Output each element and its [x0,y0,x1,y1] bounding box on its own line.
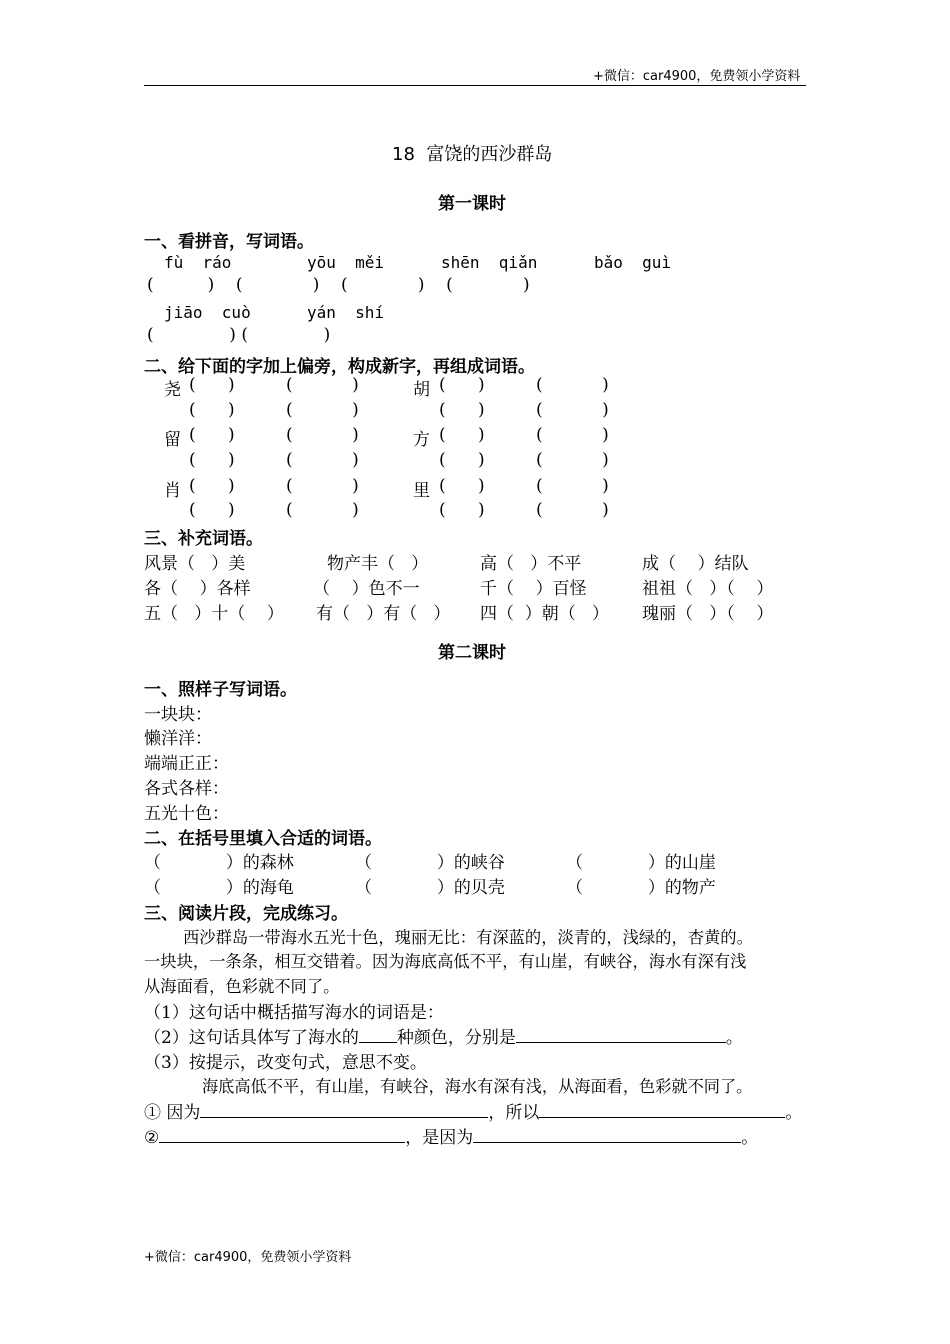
bracket-small[interactable]: ( ) [189,375,235,395]
pinyin-3: shēn qiǎn [441,253,538,272]
idiom-item[interactable]: 五（ ）十（ ） [144,604,284,624]
fill-item[interactable]: （ ）的峡谷 [355,853,505,873]
bracket-large[interactable]: ( ) [286,476,359,496]
q2-middle: 种颜色，分别是 [396,1028,516,1048]
question-1: （1）这句话中概括描写海水的词语是： [144,1003,444,1023]
pattern-item: 一块块： [144,705,212,725]
question-3: （3）按提示，改变句式，意思不变。 [144,1053,427,1073]
a1-end: 。 [785,1103,803,1123]
char-fang: 方 [413,430,430,450]
char-hu: 胡 [413,380,430,400]
q3-sentence: 海底高低不平，有山崖，有峡谷，海水有深有浅，从海面看，色彩就不同了。 [202,1077,753,1096]
idiom-item[interactable]: （ ）色不一 [313,579,420,599]
answer-blank[interactable] [473,1126,741,1143]
lesson1-heading: 第一课时 [438,194,506,214]
q2-prefix: （2）这句话具体写了海水的 [144,1028,359,1048]
bracket-large[interactable]: ( ) [536,400,609,420]
lesson2-heading: 第二课时 [438,643,506,663]
footer-note: +微信：car4900，免费领小学资料 [144,1250,352,1265]
l2-s1-heading: 一、照样子写词语。 [144,680,297,700]
bracket-small[interactable]: ( ) [439,450,485,470]
passage-line: 一块块，一条条，相互交错着。因为海底高低不平，有山崖，有峡谷，海水有深有浅 [144,952,747,971]
bracket-small[interactable]: ( ) [439,425,485,445]
idiom-item[interactable]: 四（ ）朝（ ） [480,604,610,624]
answer-blank[interactable] [200,1101,488,1118]
idiom-item[interactable]: 各（ ）各样 [144,579,251,599]
bracket-small[interactable]: ( ) [189,476,235,496]
l2-s3-heading: 三、阅读片段，完成练习。 [144,904,348,924]
idiom-item[interactable]: 瑰丽（ ）（ ） [642,604,774,624]
bracket-large[interactable]: ( ) [286,375,359,395]
fill-item[interactable]: （ ）的物产 [566,878,716,898]
bracket-large[interactable]: ( ) [536,500,609,520]
pattern-item: 懒洋洋： [144,729,212,749]
answer-line-1 [144,1098,802,1123]
bracket-small[interactable]: ( ) [439,500,485,520]
pattern-item: 各式各样： [144,779,229,799]
pinyin-2: yōu měi [307,253,385,272]
pattern-item: 五光十色： [144,804,229,824]
passage-line: 从海面看，色彩就不同了。 [144,977,340,996]
bracket-small[interactable]: ( ) [189,425,235,445]
a1-prefix: ① 因为 [144,1103,201,1123]
pattern-item: 端端正正： [144,754,229,774]
char-yao: 尧 [164,380,181,400]
bracket-large[interactable]: ( ) [286,500,359,520]
bracket-small[interactable]: ( ) [439,400,485,420]
idiom-item[interactable]: 千（ ）百怪 [480,579,587,599]
page-title: 18 富饶的西沙群岛 [392,144,553,165]
bracket-large[interactable]: ( ) [536,476,609,496]
fill-item[interactable]: （ ）的海龟 [144,878,294,898]
bracket-small[interactable]: ( ) [439,476,485,496]
bracket-large[interactable]: ( ) [286,425,359,445]
idiom-item[interactable]: 有（ ）有（ ） [316,604,451,624]
pinyin-6: yán shí [307,303,385,322]
a1-middle: ，所以 [488,1103,540,1123]
idiom-item[interactable]: 风景（ ）美 [144,554,246,574]
answer-blank[interactable] [359,1026,397,1043]
bracket-small[interactable]: ( ) [189,450,235,470]
bracket-small[interactable]: ( ) [189,500,235,520]
answer-blank[interactable] [539,1101,785,1118]
bracket-large[interactable]: ( ) [286,450,359,470]
q2-end: 。 [725,1028,743,1048]
fill-item[interactable]: （ ）的山崖 [566,853,716,873]
a2-middle: ，是因为 [405,1128,474,1148]
header-rule [144,85,806,86]
char-liu: 留 [164,430,181,450]
l1-s2-heading: 二、给下面的字加上偏旁，构成新字，再组成词语。 [144,357,535,377]
bracket-large[interactable]: ( ) [536,425,609,445]
question-2 [144,1023,743,1048]
header-note: +微信：car4900，免费领小学资料 [593,69,801,84]
bracket-large[interactable]: ( ) [286,400,359,420]
answer-line-2 [144,1123,758,1148]
passage-line: 西沙群岛一带海水五光十色，瑰丽无比：有深蓝的，淡青的，浅绿的，杏黄的。 [183,928,753,947]
pinyin-5: jiāo cuò [164,303,251,322]
l1-s1-heading: 一、看拼音，写词语。 [144,232,314,252]
answer-blank[interactable] [516,1026,726,1043]
pinyin-1: fù ráo [164,253,232,272]
bracket-large[interactable]: ( ) [536,375,609,395]
idiom-item[interactable]: 祖祖（ ）（ ） [642,579,774,599]
l1-s3-heading: 三、补充词语。 [144,529,263,549]
answer-brackets-row2[interactable]: ( ) ( ) [147,325,331,345]
answer-brackets-row1[interactable]: ( ) ( ) ( ) ( ) [147,275,530,295]
bracket-large[interactable]: ( ) [536,450,609,470]
bracket-small[interactable]: ( ) [189,400,235,420]
fill-item[interactable]: （ ）的森林 [144,853,294,873]
idiom-item[interactable]: 成（ ）结队 [642,554,749,574]
a2-prefix: ② [144,1128,160,1148]
l2-s2-heading: 二、在括号里填入合适的词语。 [144,829,382,849]
a2-end: 。 [741,1128,759,1148]
idiom-item[interactable]: 物产丰（ ） [327,554,429,574]
pinyin-4: bǎo guì [594,253,672,272]
idiom-item[interactable]: 高（ ）不平 [480,554,582,574]
bracket-small[interactable]: ( ) [439,375,485,395]
char-li: 里 [413,481,430,501]
answer-blank[interactable] [159,1126,405,1143]
char-xiao: 肖 [164,481,181,501]
fill-item[interactable]: （ ）的贝壳 [355,878,505,898]
